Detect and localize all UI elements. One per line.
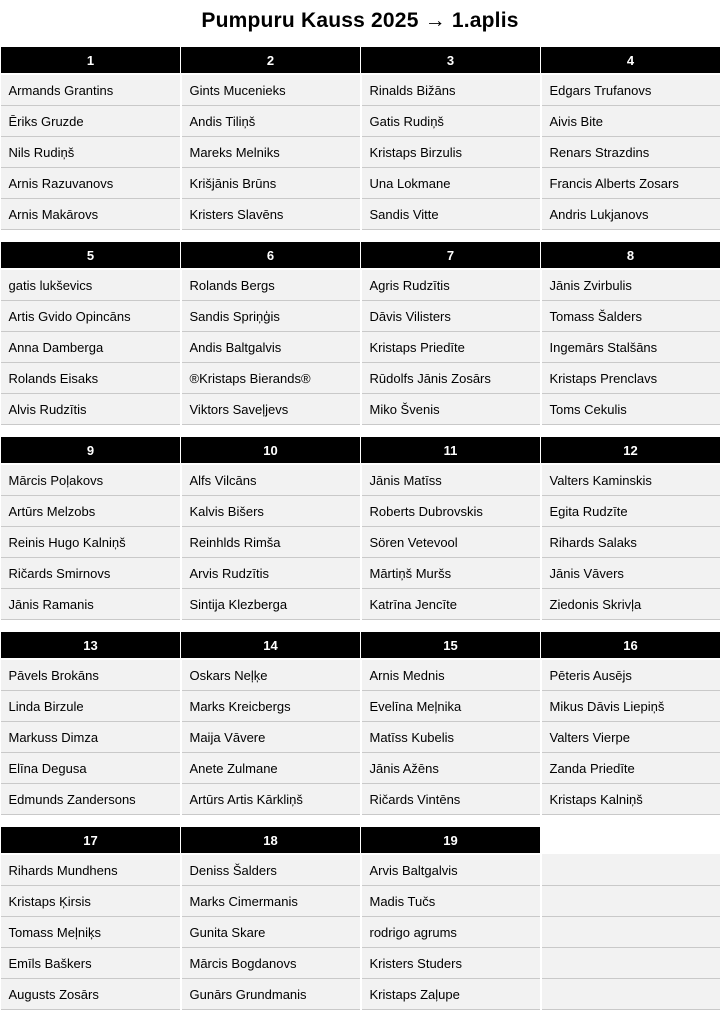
group-header-number: 14 bbox=[181, 631, 361, 659]
table-row bbox=[1, 269, 720, 301]
group-header-row bbox=[1, 46, 720, 74]
player-cell: Toms Cekulis bbox=[541, 394, 720, 425]
group-header-number: 8 bbox=[541, 241, 720, 269]
group-header-number: 19 bbox=[361, 826, 541, 854]
player-cell: Gints Mucenieks bbox=[181, 74, 361, 106]
player-cell: Kristaps Birzulis bbox=[361, 137, 541, 168]
player-cell: rodrigo agrums bbox=[361, 917, 541, 948]
group-header-number: 9 bbox=[1, 436, 181, 464]
player-cell: Rinalds Bižāns bbox=[361, 74, 541, 106]
player-cell: Rolands Eisaks bbox=[1, 363, 181, 394]
player-cell: Zanda Priedīte bbox=[541, 753, 720, 784]
player-cell: Katrīna Jencīte bbox=[361, 589, 541, 620]
player-cell-empty bbox=[541, 854, 720, 886]
player-cell: Agris Rudzītis bbox=[361, 269, 541, 301]
player-cell: Kristaps Kalniņš bbox=[541, 784, 720, 815]
table-row bbox=[1, 464, 720, 496]
player-cell: Ēriks Gruzde bbox=[1, 106, 181, 137]
player-cell: Jānis Ramanis bbox=[1, 589, 181, 620]
player-cell: Anete Zulmane bbox=[181, 753, 361, 784]
player-cell: Ziedonis Skrivļa bbox=[541, 589, 720, 620]
group-block bbox=[0, 825, 720, 1010]
player-cell: Rihards Mundhens bbox=[1, 854, 181, 886]
player-cell: Rolands Bergs bbox=[181, 269, 361, 301]
group-block bbox=[0, 240, 720, 425]
player-cell: Kristaps Prenclavs bbox=[541, 363, 720, 394]
group-table bbox=[0, 630, 720, 815]
player-cell: Edmunds Zandersons bbox=[1, 784, 181, 815]
player-cell: Arnis Makārovs bbox=[1, 199, 181, 230]
table-row bbox=[1, 496, 720, 527]
table-row bbox=[1, 332, 720, 363]
player-cell: Mārtiņš Muršs bbox=[361, 558, 541, 589]
player-cell: Kristaps Ķirsis bbox=[1, 886, 181, 917]
player-cell: Alfs Vilcāns bbox=[181, 464, 361, 496]
player-cell: Mārcis Poļakovs bbox=[1, 464, 181, 496]
group-header-row bbox=[1, 631, 720, 659]
player-cell: Sandis Spriņģis bbox=[181, 301, 361, 332]
table-row bbox=[1, 917, 720, 948]
player-cell: Anna Damberga bbox=[1, 332, 181, 363]
player-cell: Sintija Klezberga bbox=[181, 589, 361, 620]
group-header-number: 2 bbox=[181, 46, 361, 74]
player-cell: ®Kristaps Bierands® bbox=[181, 363, 361, 394]
group-header-number: 12 bbox=[541, 436, 720, 464]
player-cell: Arnis Mednis bbox=[361, 659, 541, 691]
player-cell: Egita Rudzīte bbox=[541, 496, 720, 527]
player-cell: Armands Grantins bbox=[1, 74, 181, 106]
group-header-number: 11 bbox=[361, 436, 541, 464]
player-cell: Nils Rudiņš bbox=[1, 137, 181, 168]
group-block bbox=[0, 630, 720, 815]
table-row bbox=[1, 394, 720, 425]
player-cell: Ričards Smirnovs bbox=[1, 558, 181, 589]
player-cell: Madis Tučs bbox=[361, 886, 541, 917]
group-header-number: 18 bbox=[181, 826, 361, 854]
player-cell-empty bbox=[541, 979, 720, 1010]
group-header-row bbox=[1, 241, 720, 269]
player-cell: Mareks Melniks bbox=[181, 137, 361, 168]
table-row bbox=[1, 753, 720, 784]
player-cell: Augusts Zosārs bbox=[1, 979, 181, 1010]
table-row bbox=[1, 659, 720, 691]
table-row bbox=[1, 106, 720, 137]
player-cell: Francis Alberts Zosars bbox=[541, 168, 720, 199]
player-cell: Gunita Skare bbox=[181, 917, 361, 948]
player-cell: Mārcis Bogdanovs bbox=[181, 948, 361, 979]
table-row bbox=[1, 589, 720, 620]
player-cell: Kristers Studers bbox=[361, 948, 541, 979]
group-table bbox=[0, 825, 720, 1010]
player-cell: Rūdolfs Jānis Zosārs bbox=[361, 363, 541, 394]
group-header-number: 3 bbox=[361, 46, 541, 74]
table-row bbox=[1, 199, 720, 230]
player-cell: Pēteris Ausējs bbox=[541, 659, 720, 691]
player-cell: Reinis Hugo Kalniņš bbox=[1, 527, 181, 558]
player-cell: Markuss Dimza bbox=[1, 722, 181, 753]
player-cell: Aivis Bite bbox=[541, 106, 720, 137]
player-cell: Arnis Razuvanovs bbox=[1, 168, 181, 199]
group-table bbox=[0, 45, 720, 230]
player-cell: Tomass Šalders bbox=[541, 301, 720, 332]
player-cell: gatis lukševics bbox=[1, 269, 181, 301]
player-cell: Tomass Meļniķs bbox=[1, 917, 181, 948]
group-header-row bbox=[1, 826, 720, 854]
player-cell: Roberts Dubrovskis bbox=[361, 496, 541, 527]
player-cell: Artūrs Melzobs bbox=[1, 496, 181, 527]
player-cell: Emīls Baškers bbox=[1, 948, 181, 979]
player-cell: Dāvis Vilisters bbox=[361, 301, 541, 332]
player-cell: Marks Cimermanis bbox=[181, 886, 361, 917]
player-cell: Artūrs Artis Kārkliņš bbox=[181, 784, 361, 815]
player-cell: Andis Baltgalvis bbox=[181, 332, 361, 363]
player-cell: Arvis Rudzītis bbox=[181, 558, 361, 589]
player-cell: Krišjānis Brūns bbox=[181, 168, 361, 199]
player-cell: Jānis Zvirbulis bbox=[541, 269, 720, 301]
player-cell: Maija Vāvere bbox=[181, 722, 361, 753]
group-table bbox=[0, 240, 720, 425]
player-cell: Oskars Neļķe bbox=[181, 659, 361, 691]
player-cell: Gatis Rudiņš bbox=[361, 106, 541, 137]
player-cell: Kristers Slavēns bbox=[181, 199, 361, 230]
table-row bbox=[1, 722, 720, 753]
player-cell: Jānis Matīss bbox=[361, 464, 541, 496]
table-row bbox=[1, 948, 720, 979]
table-row bbox=[1, 137, 720, 168]
player-cell: Rihards Salaks bbox=[541, 527, 720, 558]
table-row bbox=[1, 784, 720, 815]
table-row bbox=[1, 886, 720, 917]
player-cell: Mikus Dāvis Liepiņš bbox=[541, 691, 720, 722]
player-cell: Alvis Rudzītis bbox=[1, 394, 181, 425]
player-cell: Elīna Degusa bbox=[1, 753, 181, 784]
table-row bbox=[1, 558, 720, 589]
player-cell: Sören Vetevool bbox=[361, 527, 541, 558]
player-cell: Evelīna Meļnika bbox=[361, 691, 541, 722]
player-cell: Andris Lukjanovs bbox=[541, 199, 720, 230]
group-header-empty bbox=[541, 826, 720, 854]
player-cell: Pāvels Brokāns bbox=[1, 659, 181, 691]
player-cell: Una Lokmane bbox=[361, 168, 541, 199]
player-cell: Ričards Vintēns bbox=[361, 784, 541, 815]
player-cell: Jānis Vāvers bbox=[541, 558, 720, 589]
table-row bbox=[1, 979, 720, 1010]
table-row bbox=[1, 74, 720, 106]
group-block bbox=[0, 45, 720, 230]
player-cell-empty bbox=[541, 917, 720, 948]
player-cell: Andis Tiliņš bbox=[181, 106, 361, 137]
player-cell: Jānis Ažēns bbox=[361, 753, 541, 784]
group-header-number: 1 bbox=[1, 46, 181, 74]
player-cell: Viktors Saveļjevs bbox=[181, 394, 361, 425]
group-header-number: 15 bbox=[361, 631, 541, 659]
group-header-number: 10 bbox=[181, 436, 361, 464]
player-cell: Ingemārs Stalšāns bbox=[541, 332, 720, 363]
table-row bbox=[1, 363, 720, 394]
table-row bbox=[1, 854, 720, 886]
player-cell: Matīss Kubelis bbox=[361, 722, 541, 753]
player-cell: Kristaps Priedīte bbox=[361, 332, 541, 363]
player-cell: Miko Švenis bbox=[361, 394, 541, 425]
player-cell: Gunārs Grundmanis bbox=[181, 979, 361, 1010]
group-header-number: 6 bbox=[181, 241, 361, 269]
groups-container bbox=[0, 45, 720, 1010]
player-cell: Kalvis Bišers bbox=[181, 496, 361, 527]
group-table bbox=[0, 435, 720, 620]
group-block bbox=[0, 435, 720, 620]
player-cell: Artis Gvido Opincāns bbox=[1, 301, 181, 332]
player-cell: Reinhlds Rimša bbox=[181, 527, 361, 558]
player-cell: Linda Birzule bbox=[1, 691, 181, 722]
player-cell: Renars Strazdins bbox=[541, 137, 720, 168]
player-cell: Valters Kaminskis bbox=[541, 464, 720, 496]
table-row bbox=[1, 168, 720, 199]
table-row bbox=[1, 301, 720, 332]
player-cell: Sandis Vitte bbox=[361, 199, 541, 230]
player-cell: Edgars Trufanovs bbox=[541, 74, 720, 106]
player-cell: Marks Kreicbergs bbox=[181, 691, 361, 722]
player-cell-empty bbox=[541, 948, 720, 979]
group-header-row bbox=[1, 436, 720, 464]
table-row bbox=[1, 691, 720, 722]
table-row bbox=[1, 527, 720, 558]
group-header-number: 16 bbox=[541, 631, 720, 659]
player-cell-empty bbox=[541, 886, 720, 917]
player-cell: Arvis Baltgalvis bbox=[361, 854, 541, 886]
group-header-number: 17 bbox=[1, 826, 181, 854]
player-cell: Deniss Šalders bbox=[181, 854, 361, 886]
group-header-number: 13 bbox=[1, 631, 181, 659]
group-header-number: 4 bbox=[541, 46, 720, 74]
player-cell: Kristaps Zaļupe bbox=[361, 979, 541, 1010]
group-header-number: 7 bbox=[361, 241, 541, 269]
page-title: Pumpuru Kauss 2025 → 1.aplis bbox=[0, 0, 720, 45]
player-cell: Valters Vierpe bbox=[541, 722, 720, 753]
group-header-number: 5 bbox=[1, 241, 181, 269]
